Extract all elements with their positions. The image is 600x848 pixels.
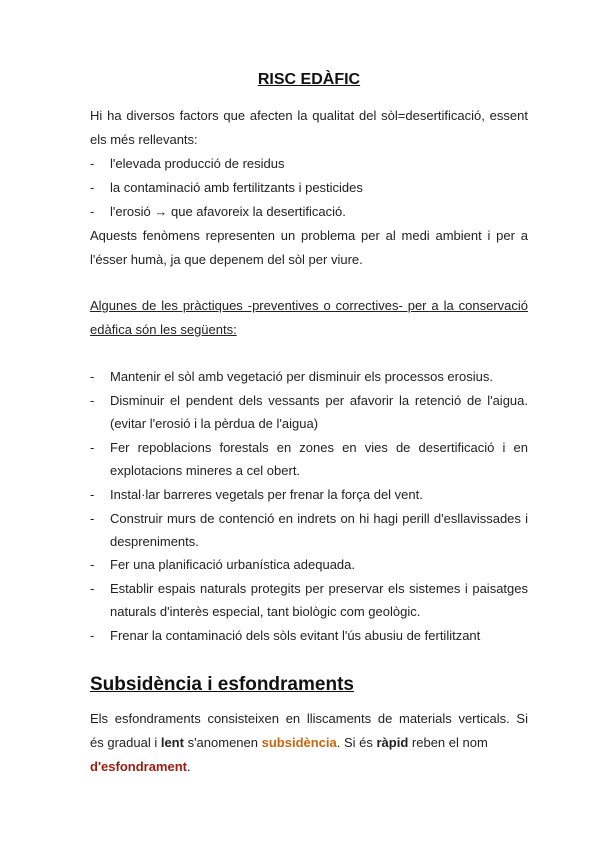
bullet-dash: - [90, 156, 95, 171]
practice-item: Construir murs de contenció en indrets on hi hagi perill d'esllavissades i [110, 511, 528, 526]
text-run: s'anomenen [183, 735, 262, 750]
factor-item: l'elevada producció de residus [110, 156, 285, 171]
practice-item: Instal·lar barreres vegetals per frenar la força del vent. [110, 487, 423, 502]
bullet-dash: - [90, 180, 95, 195]
problem-line-1: Aquests fenòmens representen un problema per al medi ambient i per a [90, 228, 528, 243]
bullet-dash: - [90, 369, 95, 384]
bullet-dash: - [90, 557, 95, 572]
bullet-dash: - [90, 581, 95, 596]
text-run: reben el nom [408, 735, 488, 750]
text-run: és gradual i [90, 735, 161, 750]
bullet-dash: - [90, 487, 95, 502]
text-run: . [187, 759, 191, 774]
section-heading: Subsidència i esfondraments [90, 674, 354, 695]
practice-item: Fer una planificació urbanística adequada. [110, 557, 355, 572]
text-run: . Si és [336, 735, 377, 750]
term-lent: lent [160, 735, 184, 750]
bullet-dash: - [90, 511, 95, 526]
bullet-dash: - [90, 204, 95, 219]
term-esfondrament: d'esfondrament [90, 759, 187, 774]
practices-heading-line-2: edàfica són les següents: [90, 322, 237, 337]
practice-item: Frenar la contaminació dels sòls evitant l'ús abusiu de fertilitzant [110, 628, 481, 643]
intro-line-1: Hi ha diversos factors que afecten la qualitat del sòl=desertificació, essent [90, 108, 528, 123]
problem-line-2: l'ésser humà, ja que depenem del sòl per viure. [90, 252, 363, 267]
practice-item: Disminuir el pendent dels vessants per afavorir la retenció de l'aigua. [110, 393, 528, 408]
practice-item: Fer repoblacions forestals en zones en vies de desertificació i en [110, 440, 528, 455]
factor-item: l'erosió → que afavoreix la desertificació. [110, 204, 346, 219]
practice-item-cont: (evitar l'erosió i la pèrdua de l'aigua) [110, 416, 319, 431]
factor-item: la contaminació amb fertilitzants i pesticides [110, 180, 363, 195]
practice-item-cont: despreniments. [110, 534, 199, 549]
bullet-dash: - [90, 628, 95, 643]
practice-item: Establir espais naturals protegits per preservar els sistemes i paisatges [110, 581, 528, 596]
practice-item: Mantenir el sòl amb vegetació per disminuir els processos erosius. [110, 369, 493, 384]
term-rapid: ràpid [376, 735, 409, 750]
practice-item-cont: explotacions mineres a cel obert. [110, 463, 301, 478]
section2-line-3 [90, 759, 191, 775]
page-title: RISC EDÀFIC [257, 71, 361, 88]
term-subsidencia: subsidència [261, 735, 337, 750]
bullet-dash: - [90, 393, 95, 408]
practices-heading-line-1: Algunes de les pràctiques -preventives o correctives- per a la conservació [90, 298, 528, 313]
section2-line-1: Els esfondraments consisteixen en lliscaments de materials verticals. Si [90, 711, 528, 726]
practice-item-cont: naturals d'interès especial, tant biològic com geològic. [110, 604, 421, 619]
bullet-dash: - [90, 440, 95, 455]
intro-line-2: els més rellevants: [90, 132, 198, 147]
section2-line-2 [90, 735, 488, 751]
